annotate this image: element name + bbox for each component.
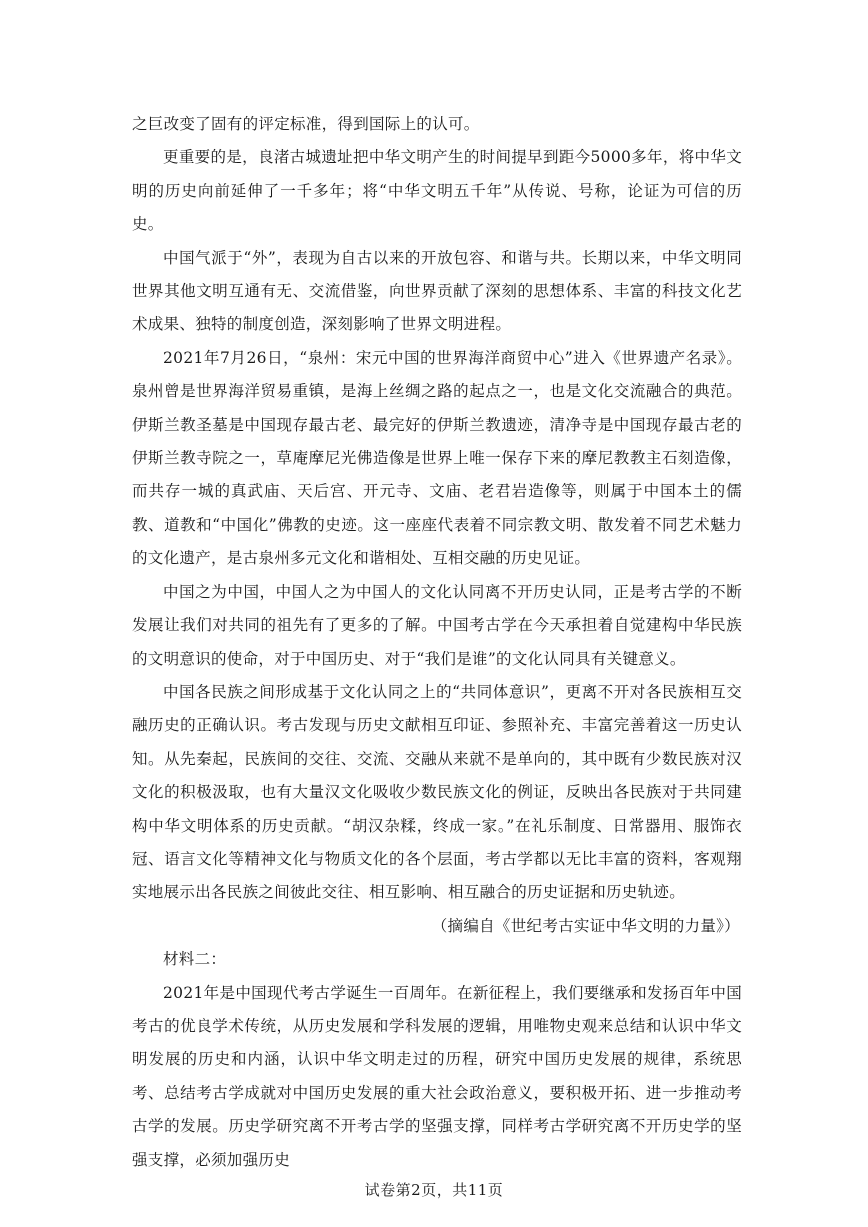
paragraph-centenary: 2021年是中国现代考古学诞生一百周年。在新征程上，我们要继承和发扬百年中国考古的优良学术传统，从历史发展和学科发展的逻辑，用唯物史观来总结和认识中华文明发展的历史和内涵，认识中华文明走过的历程，研究中国历史发展的规律，系统思考、总结考古学成就对中国历史发展的重大社会政治意义，要积极开拓、进一步推动考古学的发展。历史学研究离不开考古学的坚强支撑，同样考古学研究离不开历史学的坚强支撑，必须加强历史 [132,983,742,1169]
source-citation: （摘编自《世纪考古实证中华文明的力量》） [431,916,740,935]
paragraph-quanzhou: 2021年7月26日，“泉州：宋元中国的世界海洋商贸中心”进入《世界遗产名录》。泉州曾是世界海洋贸易重镇，是海上丝绸之路的起点之一，也是文化交流融合的典范。伊斯兰教圣墓是中国现存最古老、最完好的伊斯兰教遗迹，清净寺是中国现存最古老的伊斯兰教寺院之一，草庵摩尼光佛造像是世界上唯一保存下来的摩尼教教主石刻造像，而共存一城的真武庙、天后宫、开元寺、文庙、老君岩造像等，则属于中国本土的儒教、道教和“中国化”佛教的史迹。这一座座代表着不同宗教文明、散发着不同艺术魅力的文化遗产，是古泉州多元文化和谐相处、互相交融的历史见证。 [132,348,742,568]
paragraph-identity: 中国之为中国，中国人之为中国人的文化认同离不开历史认同，正是考古学的不断发展让我们对共同的祖先有了更多的了解。中国考古学在今天承担着自觉建构中华民族的文明意识的使命，对于中国历史、对于“我们是谁”的文化认同具有关键意义。 [132,582,742,668]
section-label: 材料二： [163,950,227,969]
document-body [132,108,742,1177]
paragraph-community: 中国各民族之间形成基于文化认同之上的“共同体意识”，更离不开对各民族相互交融历史的正确认识。考古发现与历史文献相互印证、参照补充、丰富完善着这一历史认知。从先秦起，民族间的交往、交流、交融从来就不是单向的，其中既有少数民族对汉文化的积极汲取，也有大量汉文化吸收少数民族文化的例证，反映出各民族对于共同建构中华文明体系的历史贡献。“胡汉杂糅，终成一家。”在礼乐制度、日常器用、服饰衣冠、语言文化等精神文化与物质文化的各个层面，考古学都以无比丰富的资料，客观翔实地展示出各民族之间彼此交往、相互影响、相互融合的历史证据和历史轨迹。 [132,682,742,902]
paragraph-openness: 中国气派于“外”，表现为自古以来的开放包容、和谐与共。长期以来，中华文明同世界其他文明互通有无、交流借鉴，向世界贡献了深刻的思想体系、丰富的科技文化艺术成果、独特的制度创造，深刻影响了世界文明进程。 [132,248,742,334]
page-footer: 试卷第2页，共11页 [364,1181,504,1199]
paragraph-continued: 之巨改变了固有的评定标准，得到国际上的认可。 [132,115,480,133]
paragraph-liangzhu: 更重要的是，良渚古城遗址把中华文明产生的时间提早到距今5000多年，将中华文明的历史向前延伸了一千多年；将“中华文明五千年”从传说、号称，论证为可信的历史。 [132,148,742,234]
